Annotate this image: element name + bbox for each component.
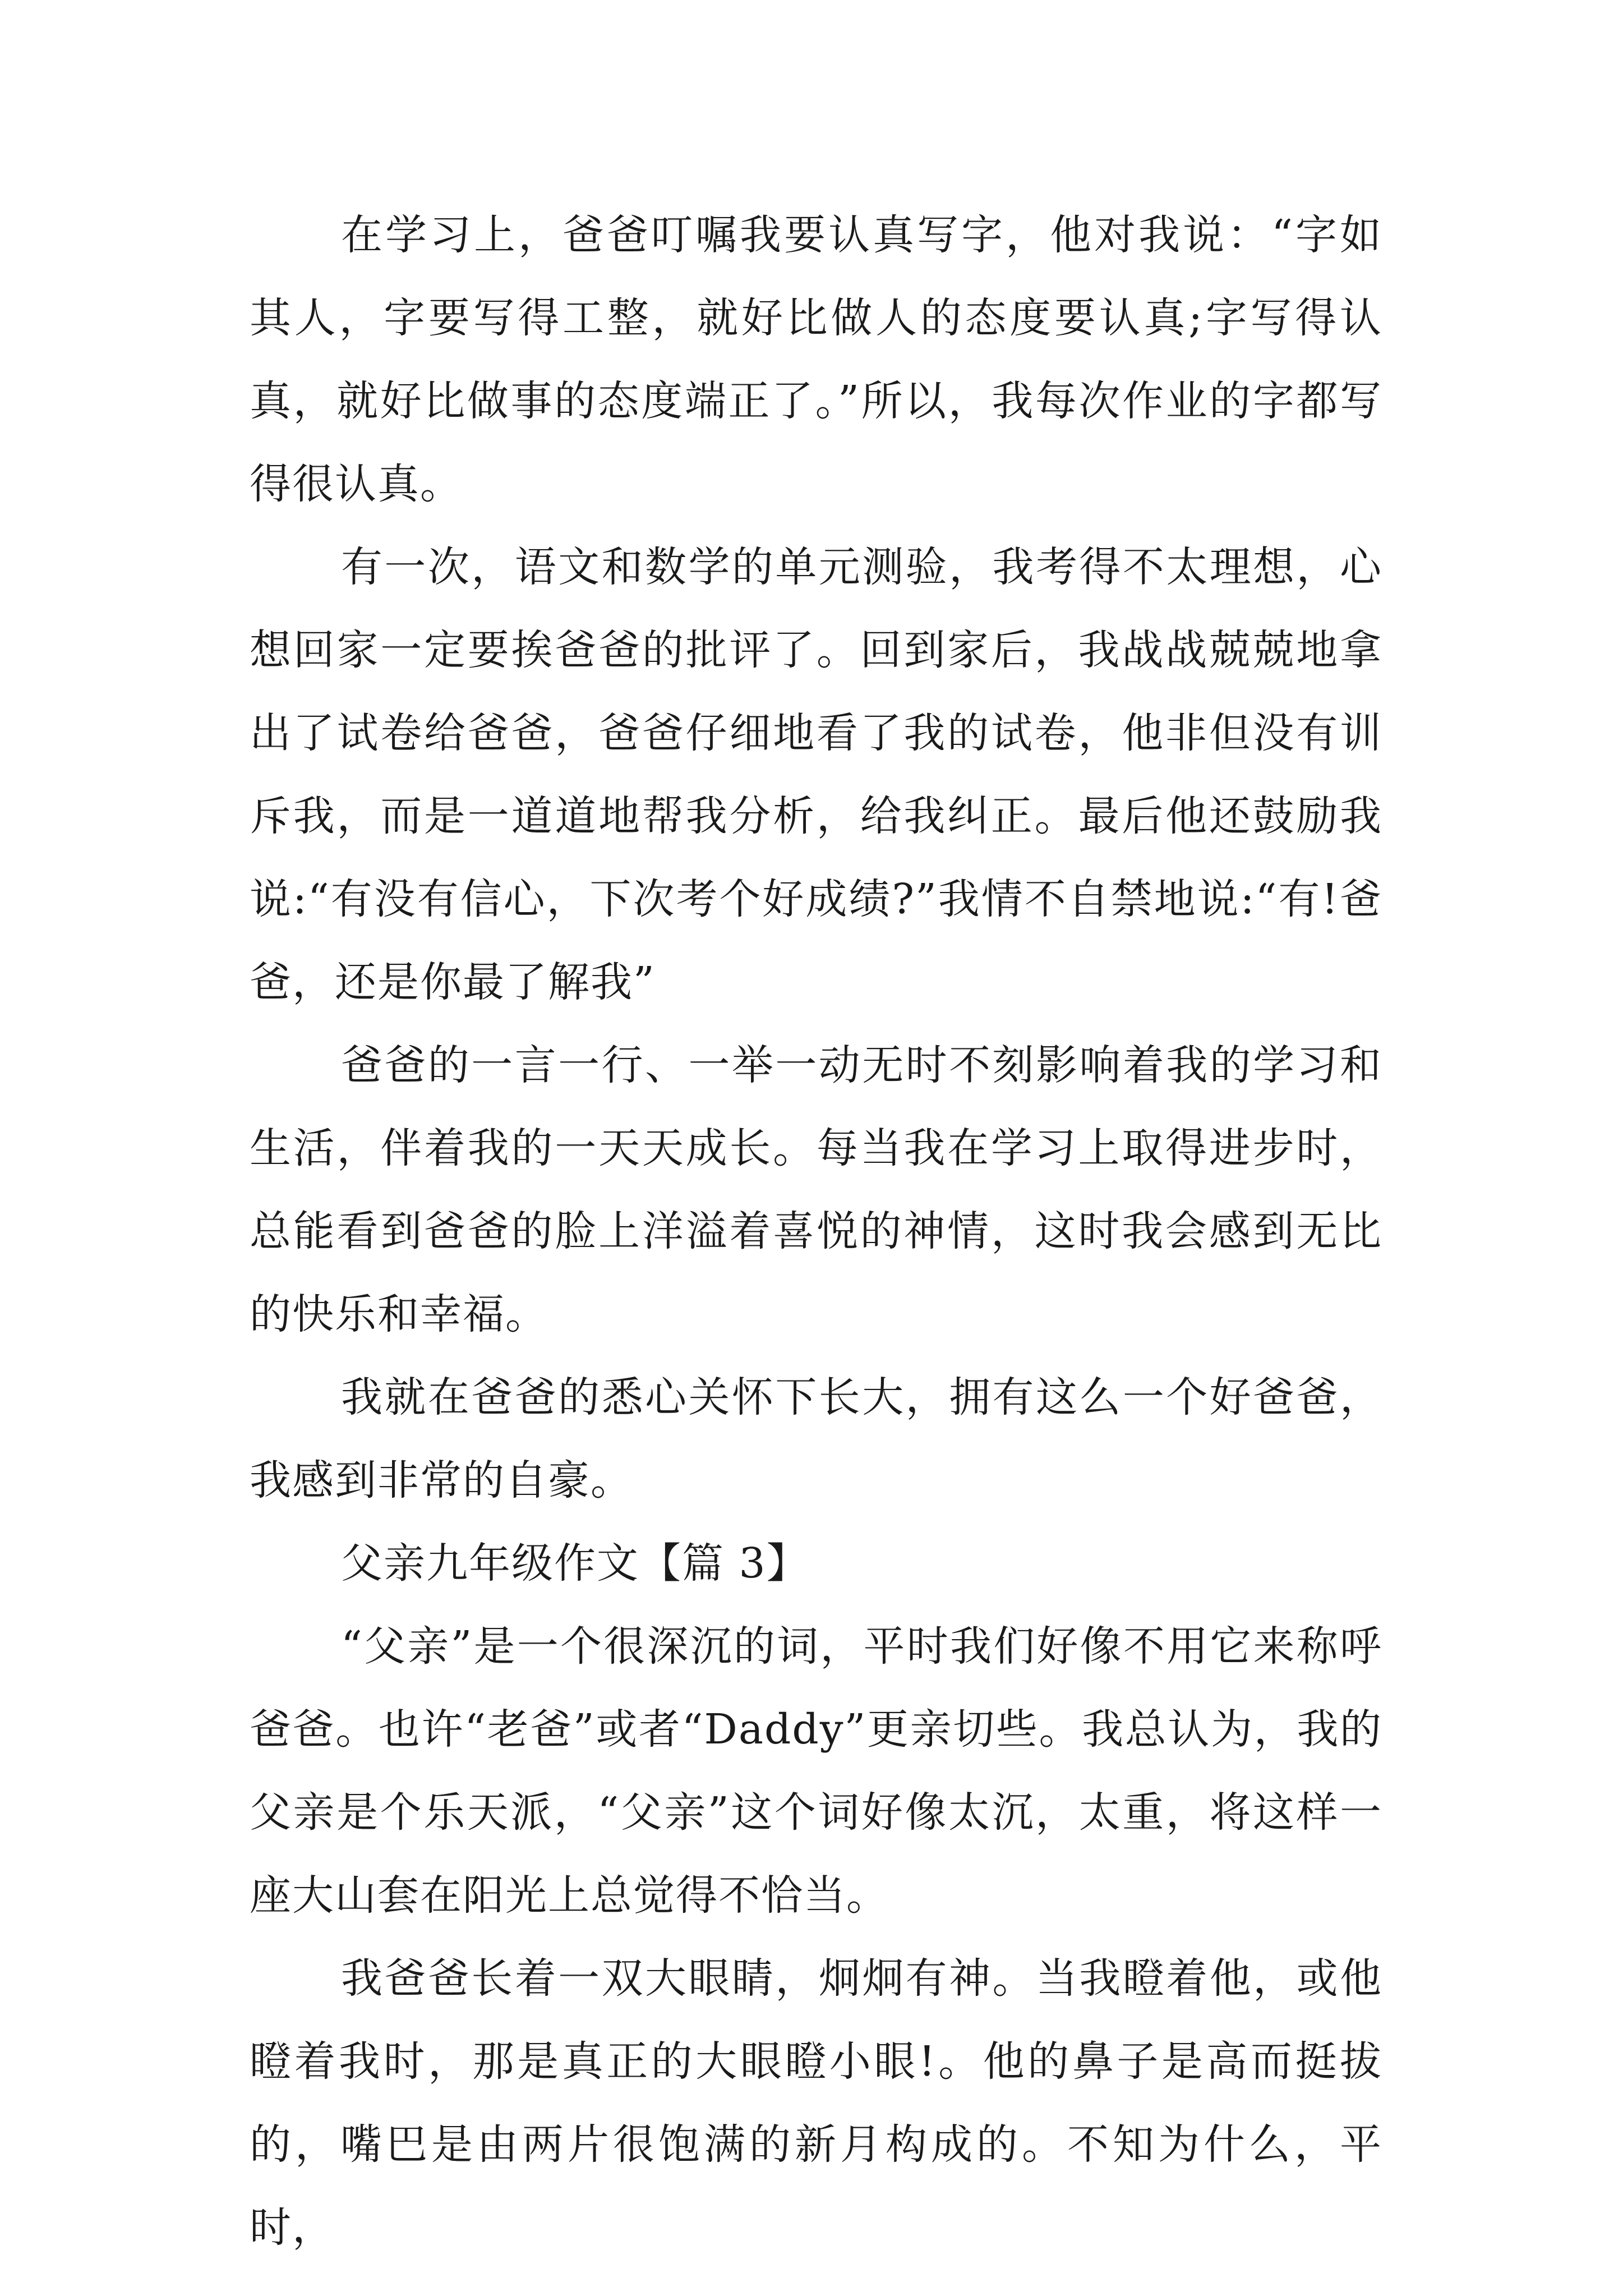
paragraph-exam-story: 有一次，语文和数学的单元测验，我考得不太理想，心想回家一定要挨爸爸的批评了。回到家后，我战战兢兢地拿出了试卷给爸爸，爸爸仔细地看了我的试卷，他非但没有训斥我，而是一道道地帮我分析，给我纠正。最后他还鼓励我说:“有没有信心，下次考个好成绩?”我情不自禁地说:“有!爸爸，还是你最了解我” [250, 543, 1382, 1006]
paragraph-father-word: “父亲”是一个很深沉的词，平时我们好像不用它来称呼爸爸。也许“老爸”或者“Daddy”更亲切些。我总认为，我的父亲是个乐天派，“父亲”这个词好像太沉，太重，将这样一座大山套在阳光上总觉得不恰当。 [250, 1622, 1382, 1920]
paragraph-father-appearance: 我爸爸长着一双大眼睛，炯炯有神。当我瞪着他，或他瞪着我时，那是真正的大眼瞪小眼!。他的鼻子是高而挺拔的，嘴巴是由两片很饱满的新月构成的。不知为什么，平时， [250, 1954, 1382, 2252]
paragraph-writing-advice: 在学习上，爸爸叮嘱我要认真写字，他对我说：“字如其人，字要写得工整，就好比做人的态度要认真;字写得认真，就好比做事的态度端正了。”所以，我每次作业的字都写得很认真。 [250, 211, 1382, 508]
section-title: 父亲九年级作文【篇 3】 [341, 1539, 809, 1588]
document-body [250, 194, 1382, 2269]
paragraph-proud: 我就在爸爸的悉心关怀下长大，拥有这么一个好爸爸，我感到非常的自豪。 [250, 1373, 1382, 1504]
paragraph-father-influence: 爸爸的一言一行、一举一动无时不刻影响着我的学习和生活，伴着我的一天天成长。每当我在学习上取得进步时，总能看到爸爸的脸上洋溢着喜悦的神情，这时我会感到无比的快乐和幸福。 [250, 1041, 1382, 1338]
